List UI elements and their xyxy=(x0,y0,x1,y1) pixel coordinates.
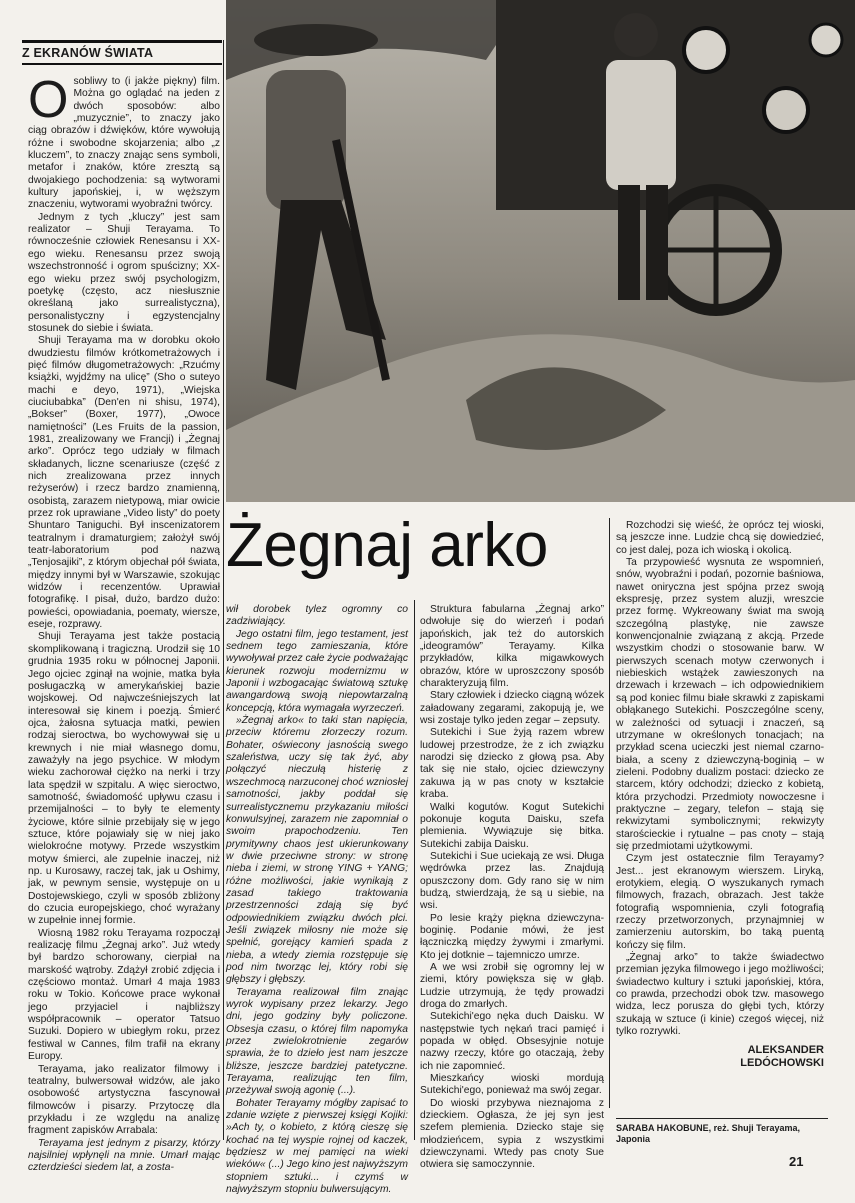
author-last-name: LEDÓCHOWSKI xyxy=(740,1057,824,1070)
paragraph-quote: Terayama realizował film znając wyrok wypisany przez lekarzy. Jego dni, jego godziny były policzone. Obsesja czasu, o której film napomyka przez zwielokrotnienie zegarów sprawia, że to dzieło jest nam jeszcze bliższe, jeszcze bardziej patetyczne. Terayama, realizując ten film, przeżywał swoją agonię (...). xyxy=(226,986,408,1097)
photo-caption: SARABA HAKOBUNE, reż. Shuji Terayama, Japonia xyxy=(616,1118,828,1145)
paragraph: Walki kogutów. Kogut Sutekichi pokonuje koguta Daisku, szefa plemienia. Wywiązuje się bitka. Sutekichi zabija Daisku. xyxy=(420,801,604,850)
paragraph: A we wsi zrobił się ogromny lej w ziemi, który powiększa się w głąb. Ludzie utrzymują, że tędy prowadzi droga do zmarłych. xyxy=(420,961,604,1010)
paragraph: Po lesie krąży piękna dziewczyna-boginię. Podanie mówi, że jest łączniczką między żywymi i zmarłymi. Kto jej dotknie – tajemniczo umrze. xyxy=(420,912,604,961)
paragraph-quote: wił dorobek tylez ogromny co zadziwiający. xyxy=(226,604,408,628)
column-rule xyxy=(223,40,224,1140)
column-1 xyxy=(28,71,220,1175)
paragraph: Struktura fabularna „Żegnaj arko” odwołuje się do wierzeń i podań japońskich, jak też do autorskich „ideogramów” Terayamy. Kilka przykładów, kilka migawkowych obrazów, które w uproszczony sposób charakteryzują film. xyxy=(420,604,604,690)
paragraph-quote: Terayama jest jednym z pisarzy, którzy najsilniej wpłynęli na mnie. Umarł mając czterdzieści siedem lat, a zosta- xyxy=(28,1137,220,1174)
paragraph: Osobliwy to (i jakże piękny) film. Można go oglądać na jeden z dwóch sposobów: albo „muzycznie”, to znaczy jako ciąg obrazów i dźwięków, które wywołują różne i swobodne skojarzenia; albo „z kluczem”, to znaczy znając sens symboli, metafor i znaków, które zresztą są dwojakiego pochodzenia: są wytworami kultury japońskiej, i, w węższym znaczeniu, wytworami wyobraźni twórcy. xyxy=(28,71,220,211)
paragraph: Do wioski przybywa nieznajoma z dzieckiem. Ogłasza, że jej syn jest szefem plemienia. Dziecko staje się młodzieńcem, sypia z wszystkimi dziewczynami. Wtedy pas cnoty Sue otwiera się samoczynnie. xyxy=(420,1097,604,1171)
column-rule xyxy=(414,600,415,1140)
paragraph-quote: Bohater Terayamy mógłby zapisać to zdanie wzięte z pierwszej księgi Kojiki: »Ach ty, o kobieto, z którą cieszę się kochać na tej wyspie rojnej od kaczek, będziesz w mej pamięci na wieki wieków« (...) Jego kino jest najwyższym stopniem sztuki... i czymś w najwyższym stopniu bulwersującym. xyxy=(226,1097,408,1196)
photo-illustration xyxy=(226,0,855,502)
paragraph-quote: »Żegnaj arko« to taki stan napięcia, przeciw któremu złorzeczy rozum. Bohater, oświecony jasnością swego szaleństwa, uczy się tak żyć, aby połączyć nieczułą histerię z wszechmocą narzuconej choć wzniosłej samotności, jakby poddał się surrealistycznemu przykazaniu miłości konwulsyjnej, zarazem nie zapomniał o swoim prapochodzeniu. Ten prymitywny chaos jest ukierunkowany w dwie przeciwne strony: w stronę nieba i ziemi, w stronę YING + YANG; różne możliwości, jakie wynikają z zasad takiego traktowania przestrzenności zdają się być odpowiednikiem związku dwóch płci. Jeśli związek miłosny nie może się spełnić, gorejący kamień spada z nieba, a wtedy ziemia rozstępuje się pod nim tworząc lej, który robi się głębszy i głębszy. xyxy=(226,715,408,986)
drop-cap: O xyxy=(28,71,69,129)
section-header xyxy=(22,40,222,65)
paragraph: Ta przypowieść wysnuta ze wspomnień, snów, wyobraźni i podań, pozornie baśniowa, nawet oniryczna jest spójna przez swoją ekspresję, przez system aluzji, wreszcie przez formę. Wykreowany świat ma swoją szczególną plastykę, nie zawsze konwencjonalnie związaną z akcją. Przede wszystkim chodzi o stosowanie barw. W pierwszych scenach motyw czerwonych i niebieskich wstążek zawieszonych na drzewach i krzewach – ich odpowiednikiem są pod koniec filmu białe skrawki z zapiskami obłąkanego Sutekichi. Poszczególne sceny, w zależności od sytuacji i znaczeń, są utrzymane w określonych tonacjach; na przykład scena ucieczki jest niemal czarno-biała, a sceny z dziewczyną-boginią – w zieleni. Podobny dualizm postaci: dziecko ze starcem, który odchodzi; dziecko z kobietą, która przychodzi. Przedmioty nowoczesne i praktyczne – zegary, telefon – stają się rekwizytami symbolicznymi; rekwizyty starościeckie i rytualne – pas cnoty – stają się przedmiotami użytkowymi. xyxy=(616,557,824,852)
paragraph: Shuji Terayama jest także postacią skomplikowaną i tragiczną. Urodził się 10 grudnia 1935 roku w północnej Japonii. Jego ojciec zginął na wojnie, matka była posługaczką w amerykańskiej bazie wojskowej. Od najwcześniejszych lat interesował się kinem i poezją. Śmierć ojca, żałosna sytuacja matki, pewien rodzaj sieroctwa, bo wychowywał się u krewnych i nie miał własnego domu, zaważyły na jego psychice. W młodym wieku zachorował ciężko na nerki i trzy lata spędził w szpitalu. A więc sieroctwo, samotność, świadomość upływu czasu i przemijalności – to były te elementy życiowe, które silnie przebijały się w jego sztuce, które pojawiały się w niej jako wielokroćne motywy. Przede wszystkim motyw śmierci, ale zupełnie inaczej, niż np. u Kurosawy, raczej tak, jak u Oshimy, jak, w pewnym sensie, występuje on u Dostojewskiego, czyli w sposób zbliżony do czucia europejskiego, choć wyrażany w zupełnie innej formie. xyxy=(28,631,220,927)
paragraph: Sutekichi'ego nęka duch Daisku. W następstwie tych nękań traci pamięć i popada w obłęd. Obsesyjnie notuje nazwy rzeczy, które go otaczają, żeby ich nie zapomnieć. xyxy=(420,1011,604,1072)
author-byline xyxy=(616,1044,824,1070)
section-title: Z EKRANÓW ŚWIATA xyxy=(22,46,154,60)
paragraph: Czym jest ostatecznie film Terayamy? Jest... jest ekranowym wierszem. Liryką, erotykiem, elegią. O wyszukanych rymach filmowych, frazach, obrazach. Jest także fotografią wspomnienia, czyli fotografią rzeczy przetworzonych, przynajmniej w zamierzeniu autorskim, bo taką puentą kończy się film. xyxy=(616,853,824,951)
column-3 xyxy=(420,604,604,1172)
article-headline: Żegnaj arko xyxy=(226,511,548,580)
author-first-name: ALEKSANDER xyxy=(747,1044,824,1057)
paragraph-quote: Jego ostatni film, jego testament, jest sednem tego zamieszania, które wywoływał przez całe życie podważając kierunek rozwoju modernizmu w Japonii i wzbogacając światową sztukę awangardową swoją niepowtarzalną koncepcją, która wymagała wyrzeczeń. xyxy=(226,628,408,714)
column-2 xyxy=(226,604,408,1197)
paragraph: Terayama, jako realizator filmowy i teatralny, bulwersował widzów, ale jako osobowość artystyczna fascynował filmowców i pisarzy. Przytoczę dla przykładu i ze względu na analizę fragment zapisków Arrabala: xyxy=(28,1063,220,1137)
film-still-photo xyxy=(226,0,855,502)
paragraph: Jednym z tych „kluczy” jest sam realizator – Shuji Terayama. To równocześnie człowiek Renesansu i XX-ego wieku. Renesansu przez swoją wszechstronność i ogrom spuścizny; XX-ego wieku przez swój psychologizm, poetykę (często, acz niesłusznie określaną jako surrealistyczna), personalistyczny i egzystencjalny stosunek do siebie i świata. xyxy=(28,211,220,334)
paragraph: Stary człowiek i dziecko ciągną wózek załadowany zegarami, zakopują je, we wsi zostaje tylko jeden zegar – zepsuty. xyxy=(420,690,604,727)
paragraph: Rozchodzi się wieść, że oprócz tej wioski, są jeszcze inne. Ludzie chcą się dowiedzieć, co jest dalej, poza ich wioską i okolicą. xyxy=(616,520,824,556)
paragraph: Shuji Terayama ma w dorobku około dwudziestu filmów krótkometrażowych i pięć filmów długometrażowych: „Rzućmy książki, wyjdźmy na ulicę” (Sho o suteyo machi e deyo, 1971), „Wiejska ciuciubabka” (Den'en ni shisu, 1974), „Bokser” (Boxer, 1977), „Owoce namiętności” (Les Fruits de la passion, 1981, zrealizowany we Francji) i „Żegnaj arko”. Oprócz tego udziały w filmach składanych, liczne scenariusze (część z nich zrealizowana przez innych reżyserów) i rzecz bardzo znamienną, osobistą, zarazem nietypową, miar owicie przez rok uprawiane „Video listy” do poety Shuntaro Taniguchi. Był inscenizatorem teatralnym i dramaturgiem; założył swój teatr-laboratorium pod nazwą „Tenjosajiki”, z którym objechał pół świata, między innymi był w Warszawie, szokując widzów i recenzentów. Uprawiał fotografikę. I pisał, dużo, bardzo dużo: powieści, opowiadania, poematy, wiersze, eseje, rozprawy. xyxy=(28,335,220,631)
paragraph: Mieszkańcy wioski mordują Sutekichi'ego, ponieważ ma swój zegar. xyxy=(420,1073,604,1097)
page-number: 21 xyxy=(789,1154,804,1169)
paragraph: Wiosną 1982 roku Terayama rozpoczął realizację filmu „Żegnaj arko”. Już wtedy był bardzo schorowany, cierpiał na marskość wątroby. Zdążył zrobić zdjęcia i częściowo montaż. Umarł 4 maja 1983 roku w Tokio. Końcowe prace wykonał jego przyjaciel i najbliższy współpracownik – operator Tatsuo Suzuki. Dopiero w ubiegłym roku, przez festiwal w Cannes, film trafił na ekrany Europy. xyxy=(28,927,220,1063)
paragraph: „Żegnaj arko” to także świadectwo przemian języka filmowego i jego możliwości; świadectwo kultury i sztuki japońskiej, która, co prawda, przechodzi obok tzw. masowego widza, lecz porusza do głębi tych, którzy szukają w sztuce (i kinie) czegoś więcej, niż tylko rozrywki. xyxy=(616,952,824,1038)
paragraph: Sutekichi i Sue żyją razem wbrew ludowej przestrodze, że z ich związku narodzi się dziecko z głową psa. Aby tak się nie stało, ojciec dziewczyny zakuwa ją w pas cnoty w kształcie kraba. xyxy=(420,727,604,801)
paragraph: Sutekichi i Sue uciekają ze wsi. Długa wędrówka przez las. Znajdują opuszczony dom. Gdy rano się w nim budzą, stwierdzają, że są u siebie, na wsi. xyxy=(420,850,604,912)
column-4 xyxy=(616,520,824,1070)
column-rule xyxy=(609,518,610,1108)
